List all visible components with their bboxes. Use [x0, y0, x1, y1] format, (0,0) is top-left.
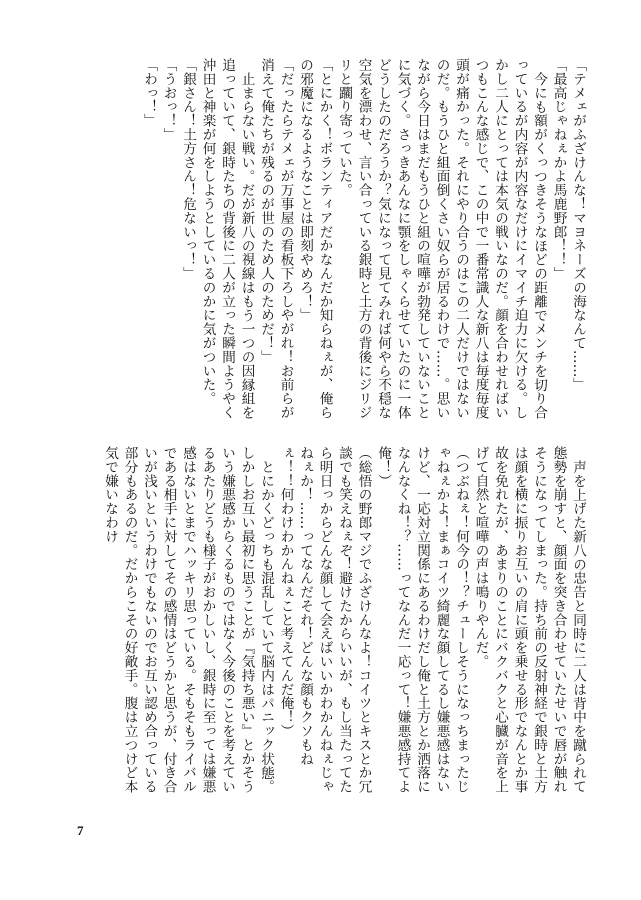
- narration-paragraph: 今にも額がくっつきそうなほどの距離でメンチを切り合っているが内容が内容なだけにイマイチ迫力に欠ける。しかし二人にとっては本気の戦いなのだ。顔を合わせればいつもこんな感じで、この中で一番常識人な新八は毎度毎度頭が痛かった。それにやり合うのはこの二人だけではないのだ。もうひと組面倒くさい奴らが居るわけで……。思いながら今日はまだもうひと組の喧嘩が勃発していないことに気づく。さっきあんなに顎をしゃくらせていたのに一体どうしたのだろうか？気になって見てみれば何やら不穏な空気を漂わせ、言い合っている銀時と土方の背後にジリジリと躙り寄っていた。: [336, 58, 547, 420]
- page-number: 7: [77, 823, 84, 838]
- inner-monologue: （つぶねぇ！何今の！？チューしそうになっちまったじゃねぇかよ！まぁコイツ綺麗な顔してるし嫌悪感はないけど、一応対立関係にあるわけだし俺と土方とか洒落になんなくね！？……ってなんだ一応って！嫌悪感持てよ俺！）: [375, 446, 469, 794]
- dialogue-line: 「うおっ！」: [160, 58, 177, 142]
- inner-monologue: （総悟の野郎マジでふざけんなよ！コイツとキスとか冗談でも笑えねぇぞ！避けたからいいが、もし当たってたら明日っからどんな顔して会えばいいかわかんねぇじゃねぇか！……ってなんだそれ！どんな顔もクソもねぇ！！何わけわかんねぇこと考えてんだ俺！）: [277, 446, 372, 794]
- dialogue-line: 「とにかく！ボランティアだかなんだか知らねぇが、俺らの邪魔になるようなことは即刻やめろ！」: [297, 58, 333, 420]
- bottom-text-block: [102, 446, 587, 794]
- dialogue-line: 「最高じゃねぇかよ馬鹿野郎！！」: [550, 58, 567, 281]
- dialogue-line: 「銀さん！土方さん！危ないっ！」: [180, 58, 196, 281]
- dialogue-line: 「わっ！」: [141, 58, 157, 128]
- narration-paragraph: 声を上げた新八の忠告と同時に二人は背中を蹴られて態勢を崩すと、顔面を突き合わせていたせいで唇が触れそうになってしまった。持ち前の反射神経で銀時と土方は顔を横に振りお互いの肩に頭を乗せる形でなんとか事故を免れたが、あまりのことにバクバクと心臓が音を上げて自然と喧嘩の声は鳴りやんだ。: [472, 446, 586, 794]
- dialogue-line: 「テメェがふざけんな！マヨネーズの海なんて……」: [570, 58, 586, 392]
- top-text-block: [107, 58, 587, 420]
- narration-paragraph: とにかくどっちも混乱していて脳内はパニック状態。しかしお互い最初に思うことが『気持ち悪い』とかそういう嫌悪感からくるものではなく今後のことを考えているあたりどうも様子がおかしいし、銀時に至っては嫌悪感はないとまでハッキリ思っている。そもそもライバルである相手に対してその感情はどうかと思うが、付き合いが浅いというわけでもないのでお互い認め合っている部分もあるのだ。だからこその好敵手。腹は立つけど本気で嫌いなわけ: [102, 446, 274, 794]
- narration-paragraph: 止まらない戦い。だが新八の視線はもう一つの因縁組を追っていて、銀時たちの背後に二人が立った瞬間ようやく沖田と神楽が何をしようとしているのかに気がついた。: [199, 58, 255, 420]
- dialogue-line: 「だったらテメェが万事屋の看板下ろしやがれ！お前らが消えて俺たちが残るのが世のため人のためだ！」: [258, 58, 294, 420]
